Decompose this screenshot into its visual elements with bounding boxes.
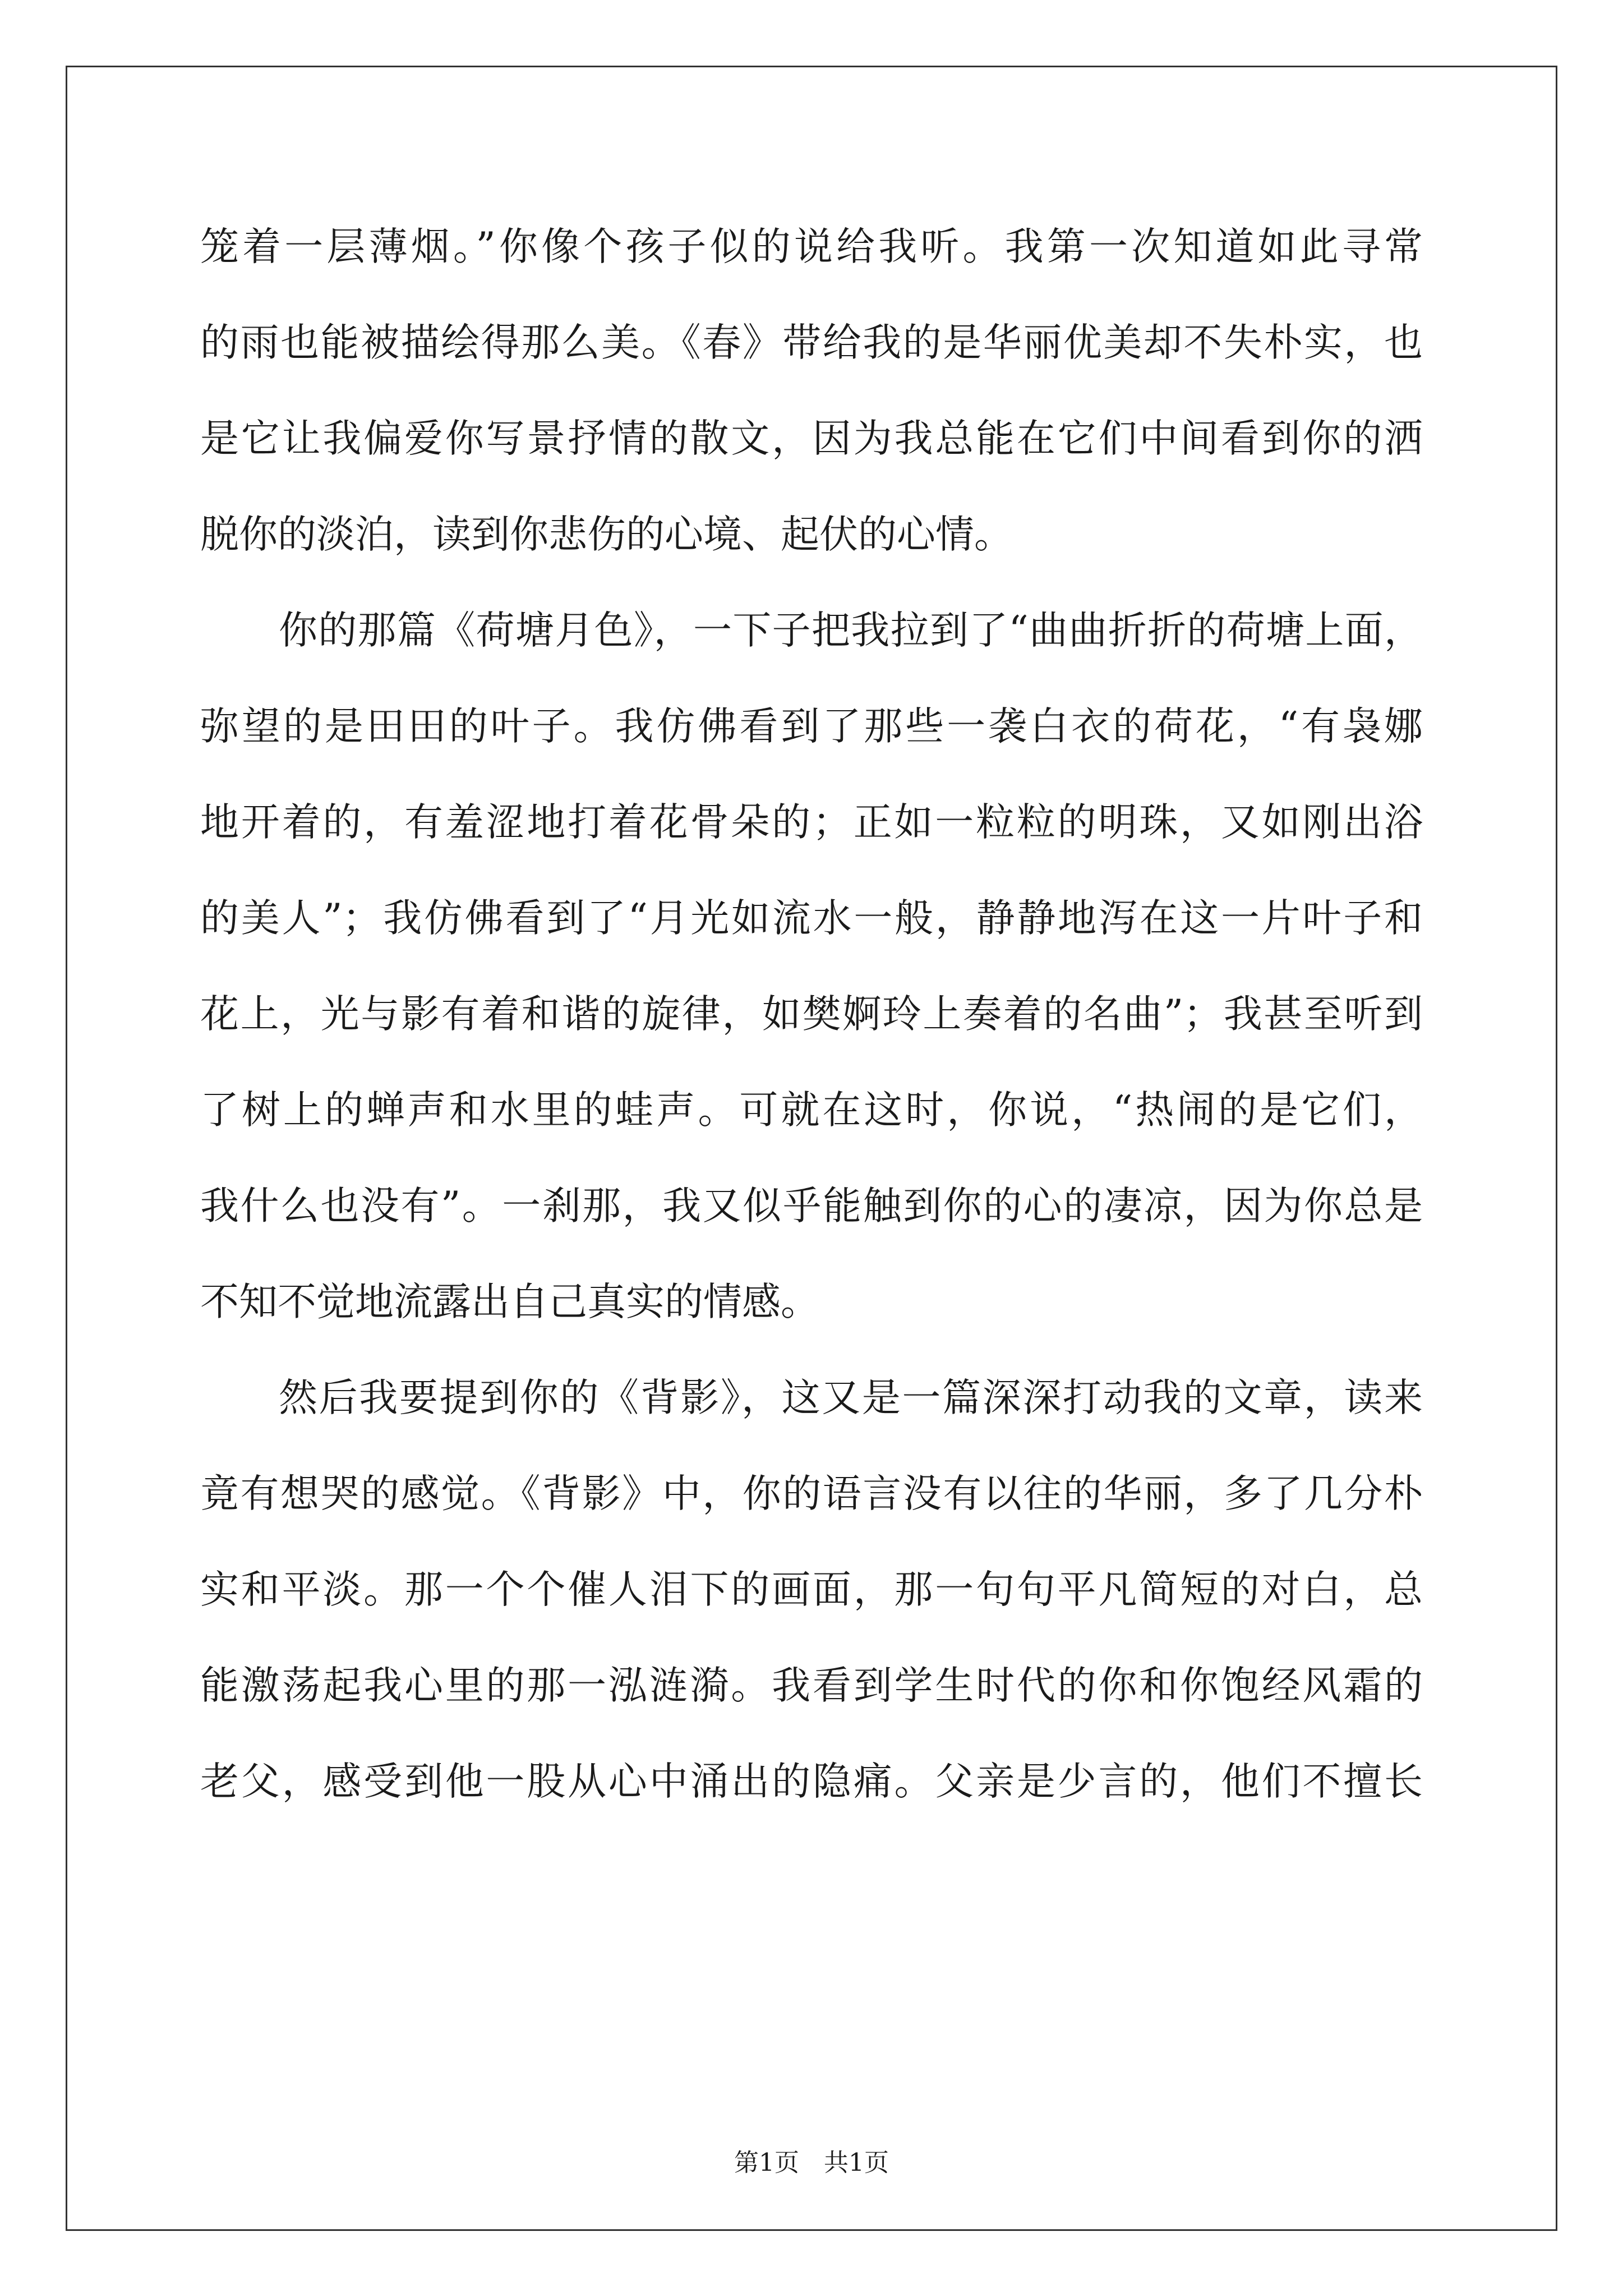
paragraph-3-line-2: 竟有想哭的感觉。《背影》中，你的语言没有以往的华丽，多了几分朴 xyxy=(200,1471,1423,1516)
paragraph-3-line-3: 实和平淡。那一个个催人泪下的画面，那一句句平凡简短的对白，总 xyxy=(200,1567,1423,1612)
paragraph-2-line-8: 不知不觉地流露出自己真实的情感。 xyxy=(200,1280,819,1324)
paragraph-3-line-5: 老父，感受到他一股从心中涌出的隐痛。父亲是少言的，他们不擅长 xyxy=(200,1759,1423,1804)
page-border xyxy=(66,66,1557,2231)
page-number-current: 第1页 xyxy=(734,2148,799,2177)
paragraph-2-line-1: 你的那篇《荷塘月色》，一下子把我拉到了“曲曲折折的荷塘上面， xyxy=(279,608,1423,653)
paragraph-2-line-4: 的美人”；我仿佛看到了“月光如流水一般，静静地泻在这一片叶子和 xyxy=(200,896,1423,941)
paragraph-1-line-1: 笼着一层薄烟。”你像个孩子似的说给我听。我第一次知道如此寻常 xyxy=(200,224,1423,269)
paragraph-1-line-2: 的雨也能被描绘得那么美。《春》带给我的是华丽优美却不失朴实，也 xyxy=(200,320,1423,365)
paragraph-2-line-7: 我什么也没有”。一刹那，我又似乎能触到你的心的凄凉，因为你总是 xyxy=(200,1184,1423,1228)
paragraph-1-line-4: 脱你的淡泊，读到你悲伤的心境、起伏的心情。 xyxy=(200,512,1013,557)
page-footer xyxy=(0,2147,1623,2179)
paragraph-2-line-5: 花上，光与影有着和谐的旋律，如樊婀玲上奏着的名曲”；我甚至听到 xyxy=(200,992,1423,1037)
paragraph-2-line-3: 地开着的，有羞涩地打着花骨朵的；正如一粒粒的明珠，又如刚出浴 xyxy=(200,800,1423,845)
paragraph-3-line-1: 然后我要提到你的《背影》，这又是一篇深深打动我的文章，读来 xyxy=(279,1375,1423,1420)
page-number-total: 共1页 xyxy=(824,2148,889,2177)
paragraph-2-line-6: 了树上的蝉声和水里的蛙声。可就在这时，你说，“热闹的是它们， xyxy=(200,1088,1423,1133)
paragraph-2-line-2: 弥望的是田田的叶子。我仿佛看到了那些一袭白衣的荷花，“有袅娜 xyxy=(200,704,1423,749)
paragraph-1-line-3: 是它让我偏爱你写景抒情的散文，因为我总能在它们中间看到你的洒 xyxy=(200,416,1423,461)
paragraph-3-line-4: 能激荡起我心里的那一泓涟漪。我看到学生时代的你和你饱经风霜的 xyxy=(200,1663,1423,1708)
